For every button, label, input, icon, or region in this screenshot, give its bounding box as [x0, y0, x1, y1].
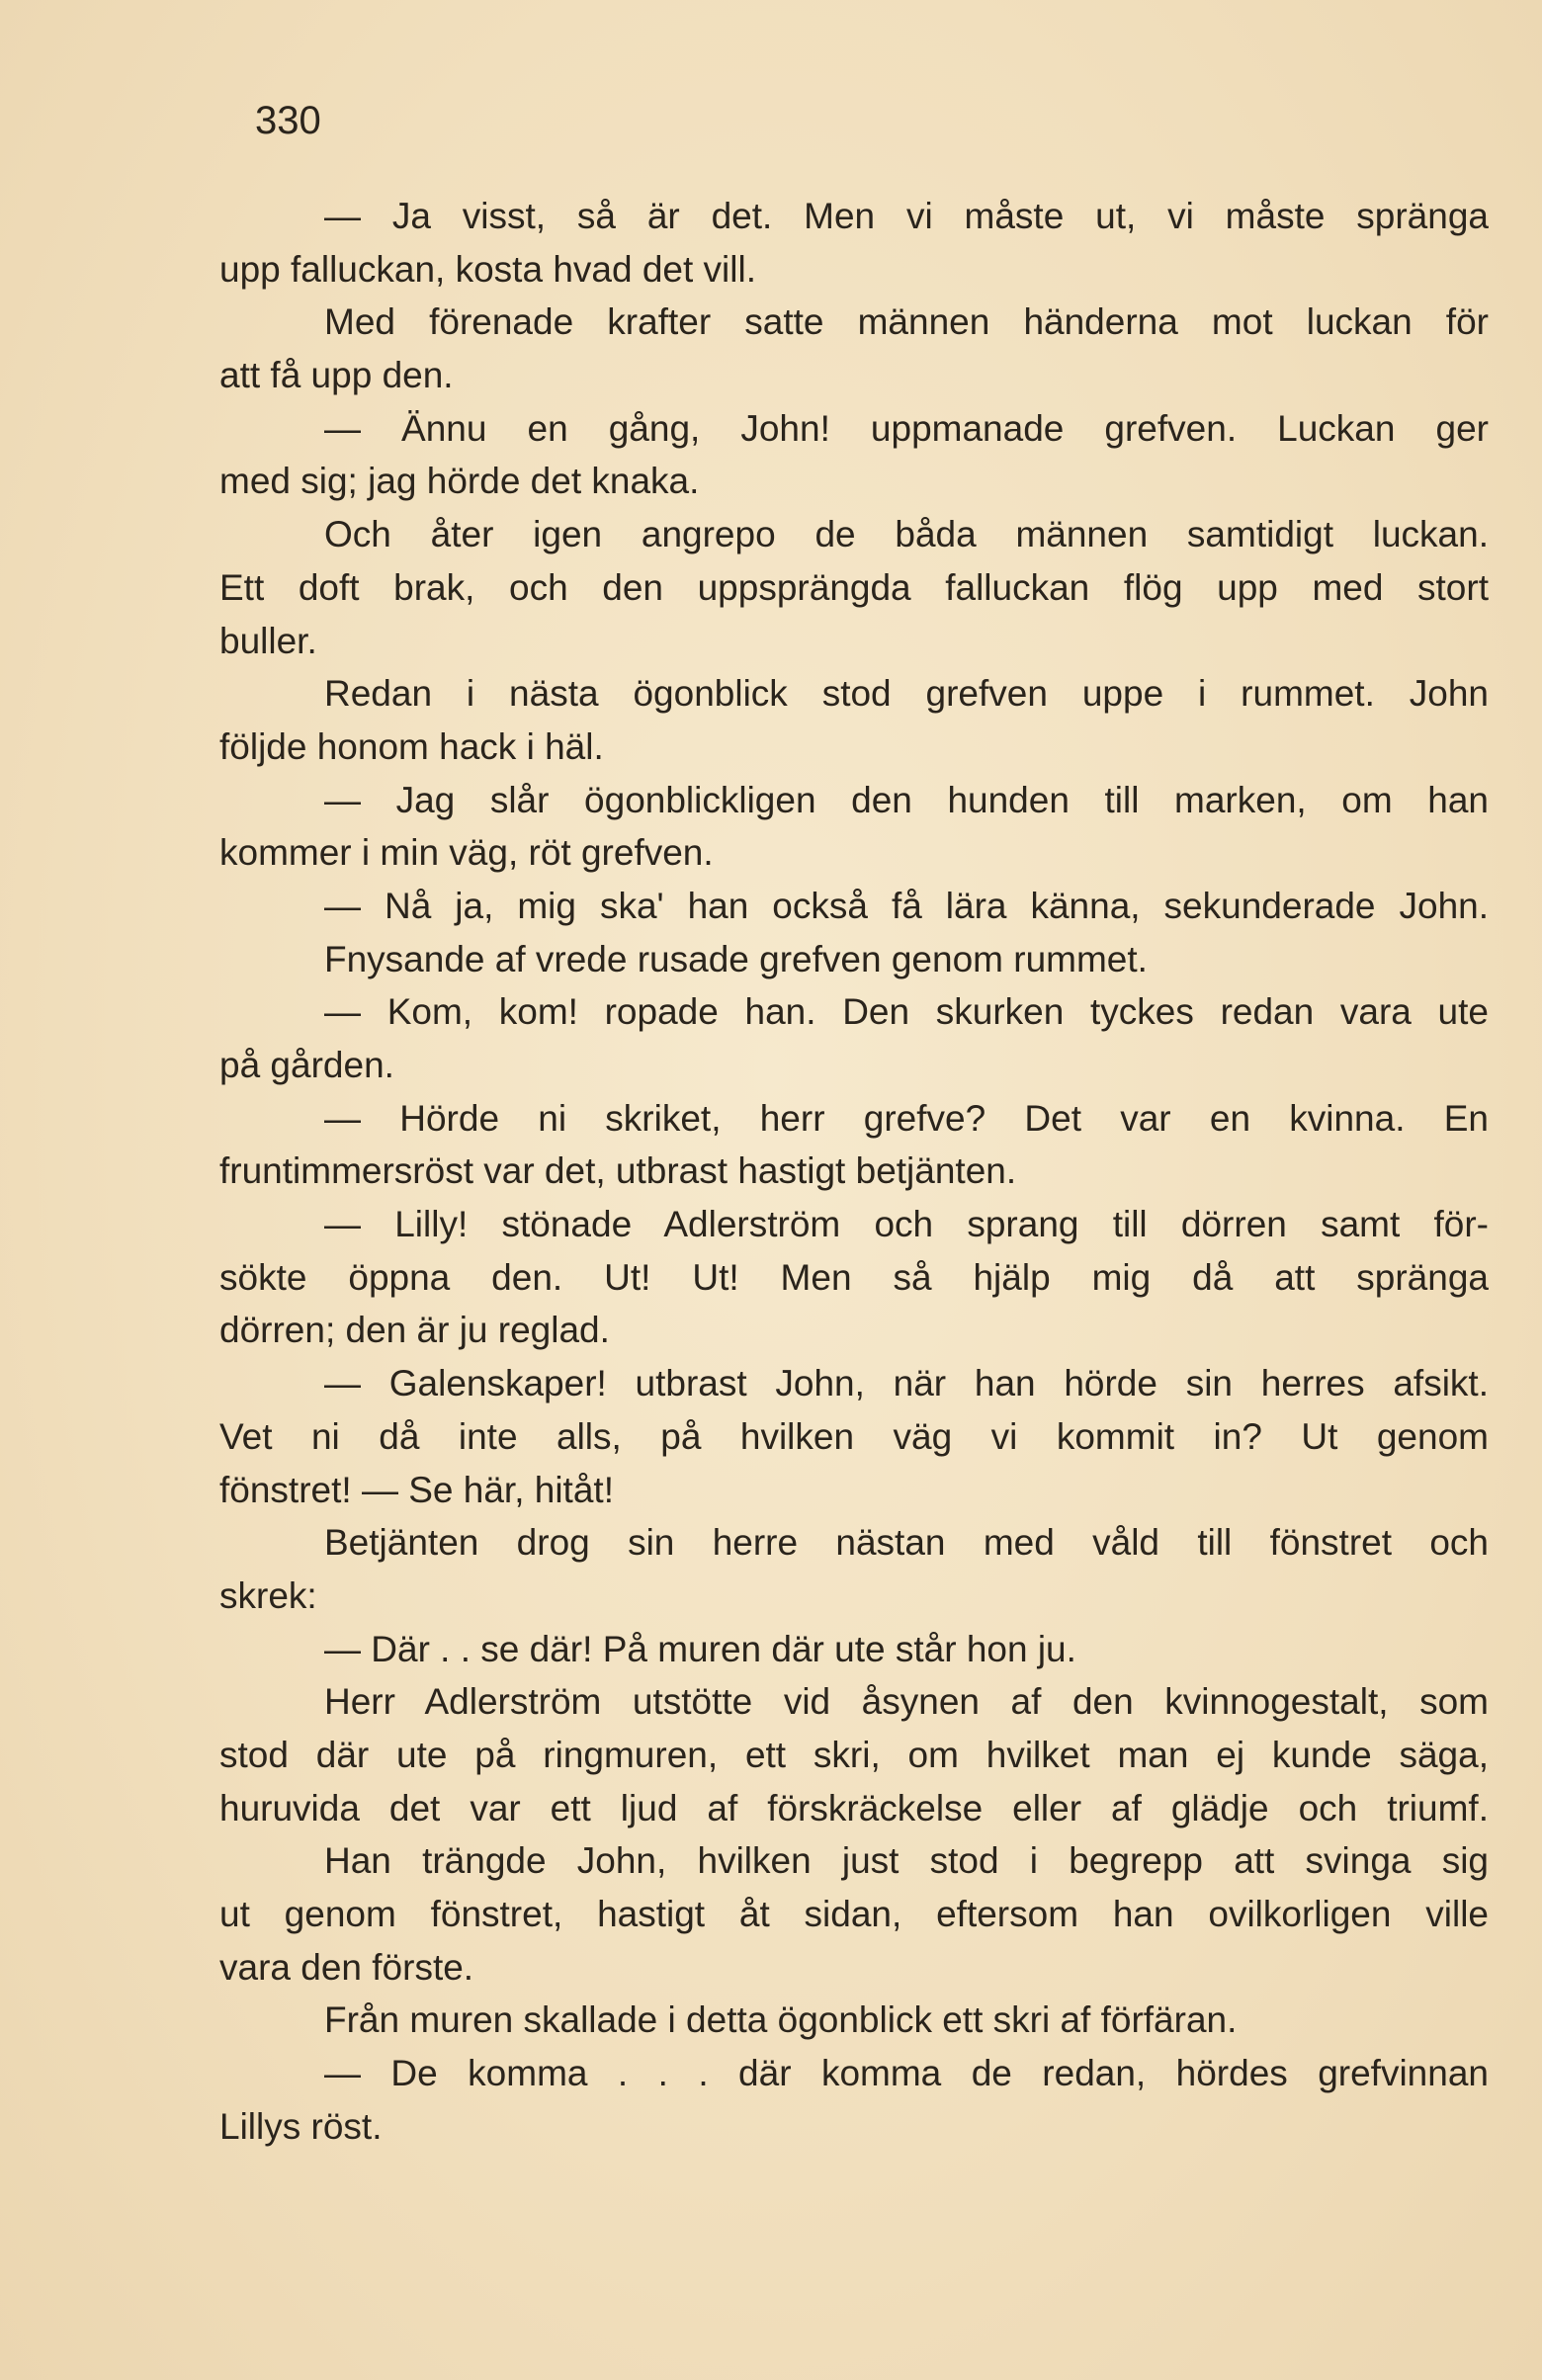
text-line: huruvida det var ett ljud af förskräckelse eller af glädje och triumf.	[219, 1787, 1489, 1828]
text-line: stod där ute på ringmuren, ett skri, om hvilket man ej kunde säga,	[219, 1734, 1489, 1775]
text-line: — Jag slår ögonblickligen den hunden till marken, om han	[324, 779, 1489, 820]
text-line: ut genom fönstret, hastigt åt sidan, eftersom han ovilkorligen ville	[219, 1894, 1489, 1934]
body-text	[219, 190, 1489, 2153]
text-line: — Kom, kom! ropade han. Den skurken tyckes redan vara ute	[324, 991, 1489, 1033]
text-line: — Lilly! stönade Adlerström och sprang till dörren samt för-	[324, 1204, 1489, 1245]
text-line: — Där . . se där! På muren där ute står hon ju.	[324, 1628, 1076, 1669]
text-line: Redan i nästa ögonblick stod grefven uppe i rummet. John	[324, 673, 1489, 715]
text-line: kommer i min väg, röt grefven.	[219, 832, 714, 874]
text-line: följde honom hack i häl.	[219, 725, 604, 767]
text-line: med sig; jag hörde det knaka.	[219, 461, 700, 502]
text-line: — Ja visst, så är det. Men vi måste ut, vi måste spränga	[324, 196, 1489, 236]
text-line: upp falluckan, kosta hvad det vill.	[219, 248, 756, 290]
text-line: Och åter igen angrepo de båda männen samtidigt luckan.	[324, 514, 1489, 555]
text-line: Med förenade krafter satte männen händerna mot luckan för	[324, 301, 1489, 343]
text-line: — Nå ja, mig ska' han också få lära känna, sekunderade John.	[324, 885, 1489, 926]
text-line: skrek:	[219, 1574, 317, 1616]
text-line: dörren; den är ju reglad.	[219, 1310, 610, 1351]
text-line: — Hörde ni skriket, herr grefve? Det var en kvinna. En	[324, 1097, 1489, 1139]
text-line: — De komma . . . där komma de redan, hördes grefvinnan	[324, 2053, 1489, 2094]
text-line: vara den förste.	[219, 1946, 474, 1988]
text-line: — Ännu en gång, John! uppmanade grefven. Luckan ger	[324, 407, 1489, 449]
text-line: Betjänten drog sin herre nästan med våld till fönstret och	[324, 1522, 1489, 1564]
page-number: 330	[255, 99, 321, 142]
text-line: Han trängde John, hvilken just stod i begrepp att svinga sig	[324, 1840, 1489, 1882]
text-line: sökte öppna den. Ut! Ut! Men så hjälp mig då att spränga	[219, 1256, 1489, 1298]
text-line: fruntimmersröst var det, utbrast hastigt betjänten.	[219, 1150, 1017, 1192]
text-line: Fnysande af vrede rusade grefven genom rummet.	[324, 938, 1148, 979]
text-line: att få upp den.	[219, 355, 454, 396]
text-line: fönstret! — Se här, hitåt!	[219, 1469, 614, 1510]
text-line: på gården.	[219, 1045, 394, 1085]
text-line: buller.	[219, 620, 317, 661]
text-line: Från muren skallade i detta ögonblick ett skri af förfäran.	[324, 1999, 1238, 2041]
text-line: Herr Adlerström utstötte vid åsynen af den kvinnogestalt, som	[324, 1681, 1489, 1723]
text-line: Lillys röst.	[219, 2105, 383, 2147]
text-line: Vet ni då inte alls, på hvilken väg vi kommit in? Ut genom	[219, 1415, 1489, 1457]
text-line: — Galenskaper! utbrast John, när han hörde sin herres afsikt.	[324, 1363, 1489, 1404]
text-line: Ett doft brak, och den uppsprängda falluckan flög upp med stort	[219, 566, 1489, 608]
